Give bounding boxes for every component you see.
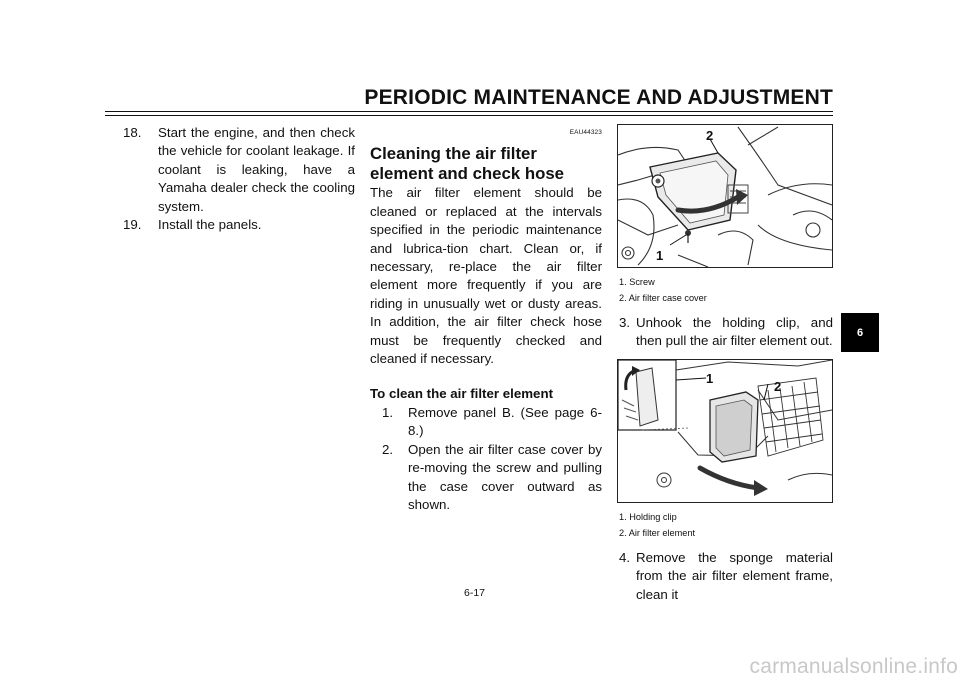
callout-1: 1 (706, 370, 714, 386)
step-text: Start the engine, and then check the vehicle for coolant leakage. If coolant is leaking, have a Yamaha dealer check the cooling system. (158, 125, 355, 214)
step-3 (617, 314, 833, 351)
step-number: 2. (382, 441, 394, 457)
caption-holding-clip: 1. Holding clip (619, 511, 677, 522)
holding-clip-inset (618, 360, 688, 430)
step-19 (123, 216, 355, 234)
figure-2-captions (619, 509, 833, 541)
figure-2-illustration (618, 360, 832, 502)
step-number: 4. (619, 549, 631, 565)
callout-2: 2 (774, 378, 782, 394)
procedure-heading: To clean the air filter element (370, 386, 554, 402)
chapter-tab: 6 (841, 313, 879, 352)
filter-case-grid (758, 378, 823, 456)
column-left (123, 124, 355, 234)
callout-1: 1 (656, 248, 664, 263)
caption-screw: 1. Screw (619, 277, 655, 287)
step-text: Remove panel B. (See page 6-8.) (408, 404, 602, 439)
column-right (617, 124, 833, 604)
caption-air-filter-element: 2. Air filter element (619, 527, 696, 538)
step-2 (382, 441, 602, 515)
step-text: Open the air filter case cover by re-moving the screw and pulling the case cover outward as shown. (408, 441, 602, 512)
figure-1-illustration (618, 125, 832, 267)
page-number: 6-17 (464, 587, 486, 599)
step-number: 18. (123, 125, 142, 140)
caption-air-filter-case-cover: 2. Air filter case cover (619, 293, 707, 303)
section-heading: Cleaning the air filter element and check hose (370, 144, 564, 183)
step-text: Unhook the holding clip, and then pull the air filter element out. (636, 315, 833, 349)
step-number: 1. (382, 404, 394, 420)
watermark: carmanualsonline.info (749, 655, 958, 678)
figure-1-captions (619, 274, 833, 306)
column-middle (370, 124, 602, 514)
figure-air-filter-cover (617, 124, 833, 268)
step-4 (617, 549, 833, 604)
step-number: 19. (123, 217, 142, 233)
callout-2: 2 (706, 128, 714, 143)
page-title: PERIODIC MAINTENANCE AND ADJUSTMENT (364, 86, 833, 109)
procedure-steps (370, 404, 602, 514)
section-code: EAU44323 (569, 129, 602, 136)
figure-air-filter-element (617, 359, 833, 503)
step-18 (123, 124, 355, 216)
step-text: Install the panels. (158, 217, 262, 233)
step-number: 3. (619, 315, 631, 330)
page-header (105, 86, 833, 114)
header-rule-thin (105, 115, 833, 116)
header-rule (105, 111, 833, 112)
step-text: Remove the sponge material from the air filter element frame, clean it (636, 549, 833, 602)
step-1 (382, 404, 602, 441)
air-filter-element-shape (710, 392, 758, 462)
section-body: The air filter element should be cleaned or replaced at the intervals specified in the periodic maintenance and lubrica-tion chart. Clean or, if necessary, re-place the air filter element more frequently if you are riding in unusually wet or dusty areas. In addition, the air filter check hose must be frequently checked and cleaned if necessary. (370, 185, 602, 367)
